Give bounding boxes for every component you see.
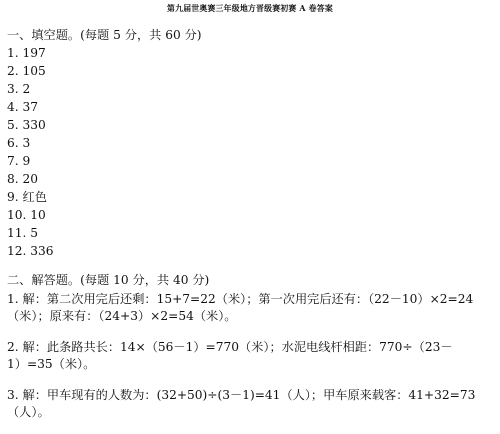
answer-item: 11. 5: [7, 226, 39, 240]
answer-item: 4. 37: [7, 100, 39, 114]
answer-item: 5. 330: [7, 118, 46, 132]
answer-item: 8. 20: [7, 172, 39, 186]
solution-line-continued: 1）=35（米）。: [7, 357, 96, 371]
solution-line: 2. 解：此条路共长：14×（56－1）=770（米）；水泥电线杆相距：770÷（23－: [7, 340, 453, 354]
solution-line: 3. 解：甲车现有的人数为：(32+50)÷(3－1)=41（人）；甲车原来载客：41+32=73: [7, 388, 476, 402]
answer-item: 3. 2: [7, 82, 31, 96]
section-1-heading: 一、填空题。(每题 5 分，共 60 分): [7, 28, 202, 42]
solution-line-continued: （米）；原来有：（24+3）×2=54（米）。: [7, 309, 237, 323]
answer-item: 2. 105: [7, 64, 46, 78]
answer-item: 10. 10: [7, 208, 46, 222]
answer-item: 7. 9: [7, 154, 31, 168]
solution-line-continued: （人）。: [7, 405, 50, 419]
answer-item: 12. 336: [7, 244, 54, 258]
solution-line: 1. 解：第二次用完后还剩：15+7=22（米）；第一次用完后还有：（22－10）×2=24: [7, 292, 474, 306]
answer-item: 9. 红色: [7, 190, 47, 204]
section-2-heading: 二、解答题。(每题 10 分，共 40 分): [7, 273, 210, 287]
answer-item: 6. 3: [7, 136, 31, 150]
page-title: 第九届世奥赛三年级地方晋级赛初赛 A 卷答案: [167, 4, 333, 13]
answer-item: 1. 197: [7, 46, 46, 60]
